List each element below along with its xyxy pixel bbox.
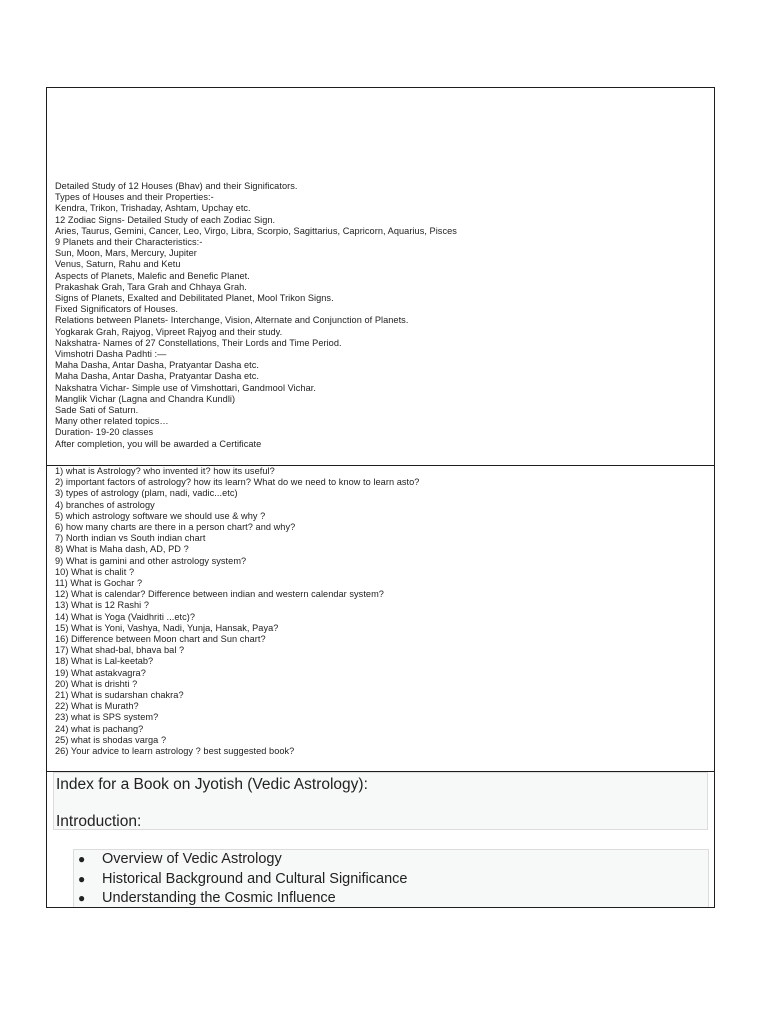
syllabus-line: Many other related topics… [55, 416, 169, 427]
index-heading-block [53, 772, 708, 830]
bullet-dot-icon: ● [78, 891, 86, 905]
question-line: 9) What is gamini and other astrology system? [55, 555, 247, 566]
introduction-bullet-list [74, 850, 407, 907]
question-line: 7) North indian vs South indian chart [55, 533, 206, 544]
question-line: 8) What is Maha dash, AD, PD ? [55, 544, 189, 555]
syllabus-line: Vimshotri Dasha Padhti :— [55, 349, 167, 360]
question-line: 2) important factors of astrology? how its learn? What do we need to know to learn asto? [55, 477, 420, 488]
question-line: 11) What is Gochar ? [55, 578, 143, 589]
syllabus-line: After completion, you will be awarded a Certificate [55, 438, 262, 449]
question-line: 24) what is pachang? [55, 723, 144, 734]
question-line: 3) types of astrology (plam, nadi, vadic...etc) [55, 488, 238, 499]
syllabus-line: Kendra, Trikon, Trishaday, Ashtam, Upchay etc. [55, 203, 251, 214]
introduction-bullet-item [74, 870, 407, 890]
question-line: 15) What is Yoni, Vashya, Nadi, Yunja, Hansak, Paya? [55, 622, 279, 633]
book-index-cell [47, 772, 714, 907]
question-line: 10) What is chalit ? [55, 566, 135, 577]
syllabus-line: Nakshatra- Names of 27 Constellations, Their Lords and Time Period. [55, 337, 342, 348]
document-table [46, 87, 715, 908]
syllabus-list [55, 181, 457, 450]
bullet-dot-icon: ● [78, 871, 86, 886]
introduction-bullets-block [73, 849, 709, 907]
introduction-heading: Introduction: [56, 813, 142, 830]
question-line: 21) What is sudarshan chakra? [55, 690, 184, 701]
introduction-bullet-item [74, 889, 407, 907]
syllabus-line: Relations between Planets- Interchange, Vision, Alternate and Conjunction of Planets. [55, 315, 409, 326]
syllabus-line: Sun, Moon, Mars, Mercury, Jupiter [55, 248, 197, 259]
bullet-dot-icon: ● [78, 852, 86, 866]
question-line: 5) which astrology software we should use & why ? [55, 510, 266, 521]
question-line: 23) what is SPS system? [55, 712, 159, 723]
question-line: 1) what is Astrology? who invented it? how its useful? [55, 466, 275, 476]
index-title: Index for a Book on Jyotish (Vedic Astrology): [56, 776, 368, 793]
syllabus-line: Maha Dasha, Antar Dasha, Pratyantar Dasha etc. [55, 360, 260, 371]
introduction-bullet-item [74, 850, 407, 870]
question-line: 4) branches of astrology [55, 499, 155, 510]
questions-list [55, 466, 419, 757]
question-line: 14) What is Yoga (Vaidhriti ...etc)? [55, 611, 196, 622]
syllabus-line: 9 Planets and their Characteristics:- [55, 237, 203, 248]
syllabus-line: Signs of Planets, Exalted and Debilitated Planet, Mool Trikon Signs. [55, 293, 334, 304]
syllabus-line: Fixed Significators of Houses. [55, 304, 179, 315]
syllabus-line: Types of Houses and their Properties:- [55, 192, 214, 203]
syllabus-cell [47, 88, 714, 466]
syllabus-line: Duration- 19-20 classes [55, 427, 154, 438]
question-line: 17) What shad-bal, bhava bal ? [55, 645, 185, 656]
question-line: 6) how many charts are there in a person chart? and why? [55, 522, 296, 533]
question-line: 13) What is 12 Rashi ? [55, 600, 150, 611]
bullet-text: Understanding the Cosmic Influence [102, 890, 336, 906]
syllabus-line: Aries, Taurus, Gemini, Cancer, Leo, Virgo, Libra, Scorpio, Sagittarius, Capricorn, Aquarius, Pisces [55, 225, 457, 236]
syllabus-line: Manglik Vichar (Lagna and Chandra Kundli) [55, 393, 236, 404]
question-line: 19) What astakvagra? [55, 667, 146, 678]
bullet-text: Historical Background and Cultural Significance [102, 870, 408, 887]
syllabus-line: Maha Dasha, Antar Dasha, Pratyantar Dasha etc. [55, 371, 260, 382]
syllabus-line: Yogkarak Grah, Rajyog, Vipreet Rajyog and their study. [55, 326, 283, 337]
bullet-text: Overview of Vedic Astrology [102, 851, 282, 867]
questions-cell [47, 466, 714, 772]
syllabus-line: Prakashak Grah, Tara Grah and Chhaya Grah. [55, 281, 247, 292]
question-line: 22) What is Murath? [55, 701, 139, 712]
question-line: 25) what is shodas varga ? [55, 734, 167, 745]
question-line: 26) Your advice to learn astrology ? best suggested book? [55, 746, 295, 757]
syllabus-line: Venus, Saturn, Rahu and Ketu [55, 259, 181, 270]
question-line: 16) Difference between Moon chart and Sun chart? [55, 634, 266, 645]
syllabus-line: Aspects of Planets, Malefic and Benefic Planet. [55, 270, 250, 281]
syllabus-line: Sade Sati of Saturn. [55, 405, 139, 416]
syllabus-line: Detailed Study of 12 Houses (Bhav) and their Significators. [55, 181, 298, 191]
syllabus-line: 12 Zodiac Signs- Detailed Study of each Zodiac Sign. [55, 214, 276, 225]
question-line: 12) What is calendar? Difference between indian and western calendar system? [55, 589, 384, 600]
question-line: 20) What is drishti ? [55, 678, 138, 689]
question-line: 18) What is Lal-keetab? [55, 656, 154, 667]
syllabus-line: Nakshatra Vichar- Simple use of Vimshottari, Gandmool Vichar. [55, 382, 316, 393]
